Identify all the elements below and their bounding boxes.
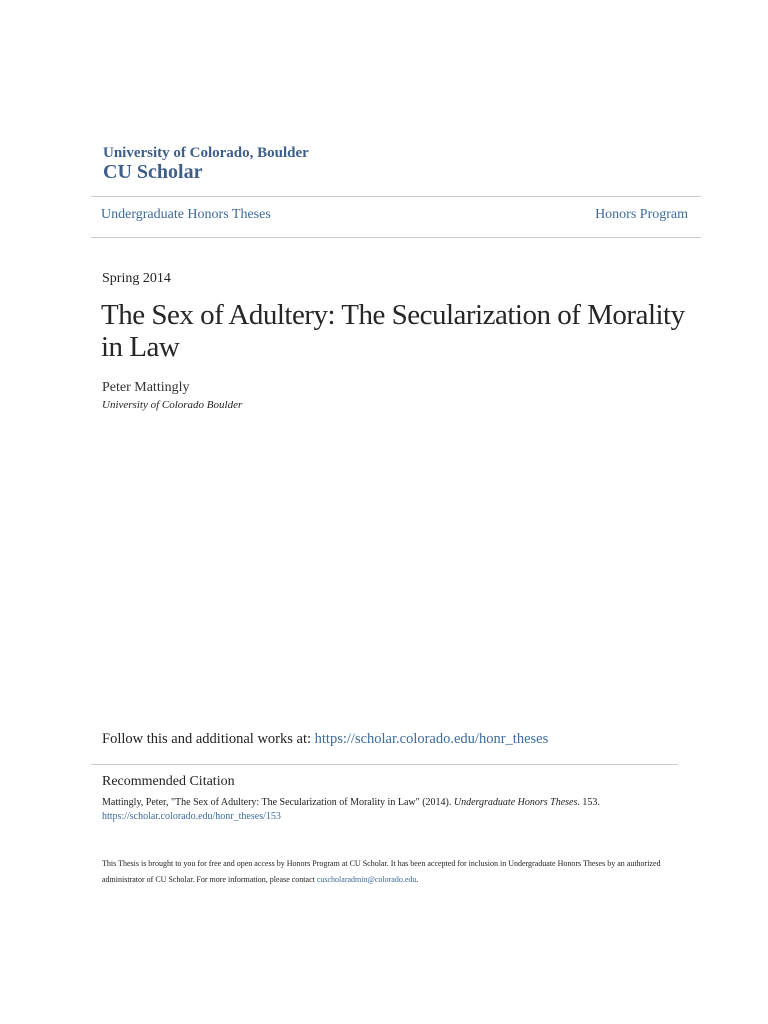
- divider-top: [91, 196, 701, 197]
- divider-citation: [91, 764, 678, 765]
- citation-number: . 153.: [577, 797, 600, 808]
- access-notice-end: .: [416, 875, 419, 884]
- citation-url-link[interactable]: https://scholar.colorado.edu/honr_theses/153: [102, 811, 281, 822]
- access-notice-text: This Thesis is brought to you for free and open access by Honors Program at CU Scholar. It has been accepted for inclusion in Undergraduate Honors Theses by an authorized administrator of CU Scholar. For more information, please contact: [102, 859, 661, 884]
- author-affiliation: University of Colorado Boulder: [102, 399, 243, 411]
- citation-heading: Recommended Citation: [102, 774, 235, 789]
- collection-url-link[interactable]: https://scholar.colorado.edu/honr_theses: [314, 731, 549, 747]
- citation-text: Mattingly, Peter, "The Sex of Adultery: The Secularization of Morality in Law" (2014).: [102, 797, 454, 808]
- citation-body: [102, 796, 722, 824]
- collection-link[interactable]: Undergraduate Honors Theses: [101, 207, 271, 222]
- citation-series: Undergraduate Honors Theses: [453, 797, 578, 808]
- publication-date: Spring 2014: [102, 271, 171, 286]
- access-notice: [102, 856, 682, 888]
- follow-label: Follow this and additional works at:: [102, 731, 312, 747]
- follow-line: [102, 731, 548, 748]
- institution-name: University of Colorado, Boulder: [103, 145, 309, 161]
- contact-email-link[interactable]: cuscholaradmin@colorado.edu: [316, 875, 417, 884]
- program-link[interactable]: Honors Program: [595, 207, 688, 222]
- author-name: Peter Mattingly: [102, 380, 190, 395]
- repository-link[interactable]: CU Scholar: [103, 161, 203, 183]
- divider-nav: [91, 237, 701, 238]
- paper-title: The Sex of Adultery: The Secularization of Morality in Law: [101, 299, 685, 363]
